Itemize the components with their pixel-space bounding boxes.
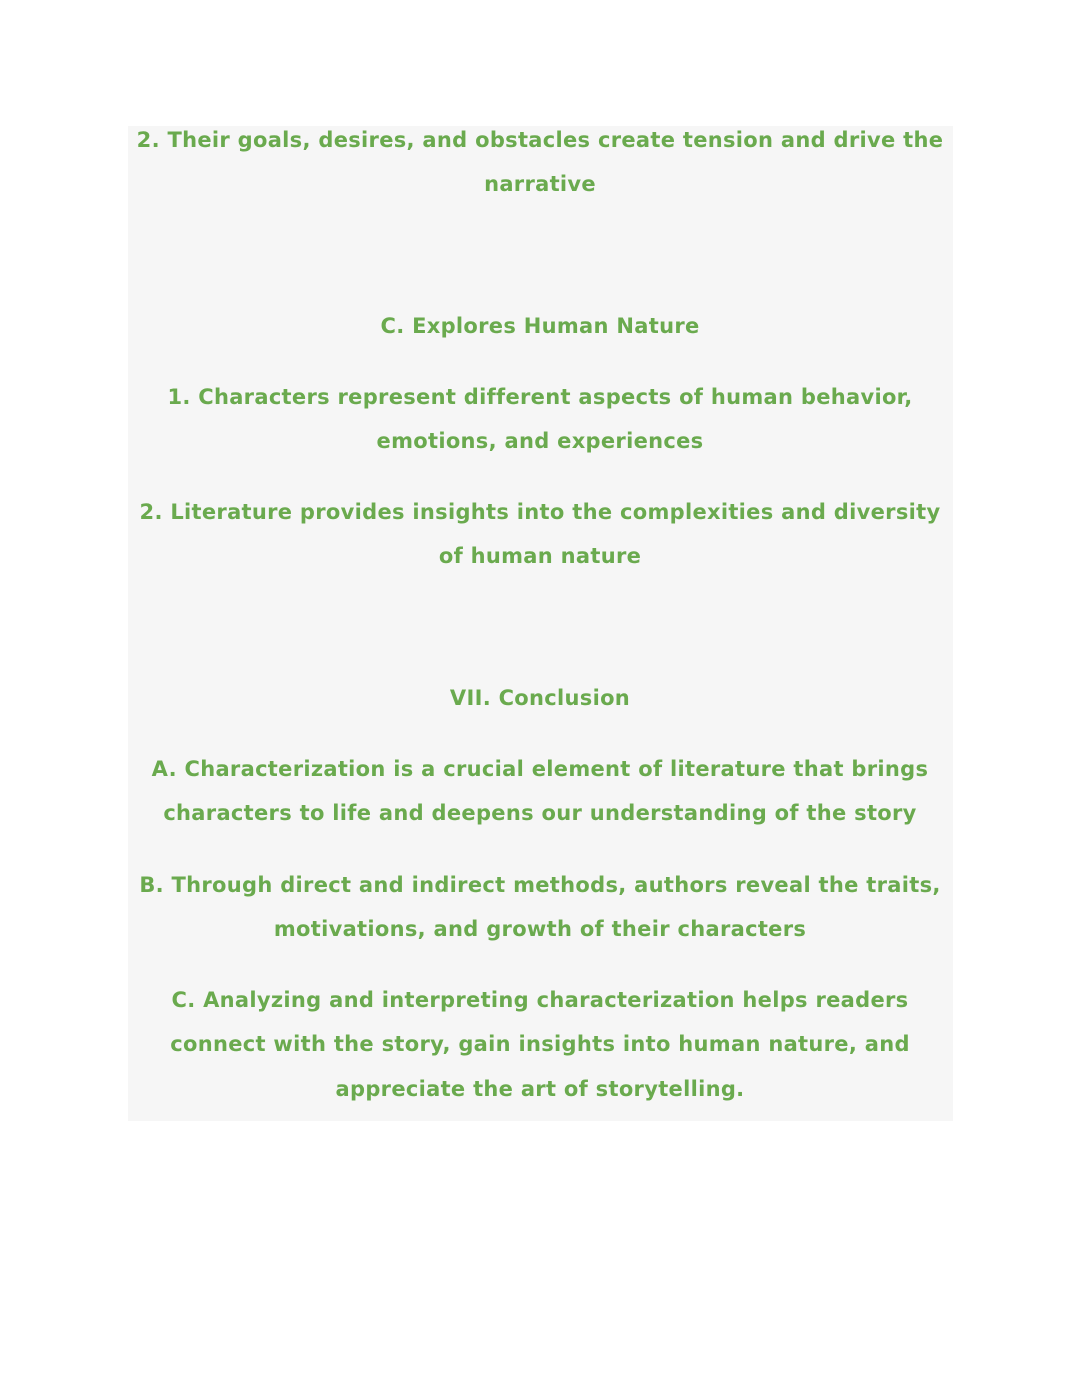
conclusion-a-line-2: characters to life and deepens our understanding of the story [163, 801, 917, 825]
conclusion-c-line-3: appreciate the art of storytelling. [335, 1077, 745, 1101]
item-characters-line-2: emotions, and experiences [376, 429, 704, 453]
content-panel [128, 126, 953, 1121]
item-goals-line-1: 2. Their goals, desires, and obstacles create tension and drive the [136, 128, 944, 152]
item-literature-line-2: of human nature [438, 544, 642, 568]
section-heading-explores-human-nature: C. Explores Human Nature [380, 314, 700, 338]
item-goals-line-2: narrative [484, 172, 596, 196]
conclusion-c-line-2: connect with the story, gain insights into human nature, and [170, 1032, 910, 1056]
conclusion-c-line-1: C. Analyzing and interpreting characterization helps readers [171, 988, 909, 1012]
item-literature-line-1: 2. Literature provides insights into the complexities and diversity [139, 500, 941, 524]
conclusion-b-line-1: B. Through direct and indirect methods, authors reveal the traits, [139, 873, 941, 897]
item-characters-line-1: 1. Characters represent different aspects of human behavior, [167, 385, 913, 409]
conclusion-a-line-1: A. Characterization is a crucial element of literature that brings [151, 757, 929, 781]
section-heading-conclusion: VII. Conclusion [449, 686, 631, 710]
conclusion-b-line-2: motivations, and growth of their characters [273, 917, 807, 941]
